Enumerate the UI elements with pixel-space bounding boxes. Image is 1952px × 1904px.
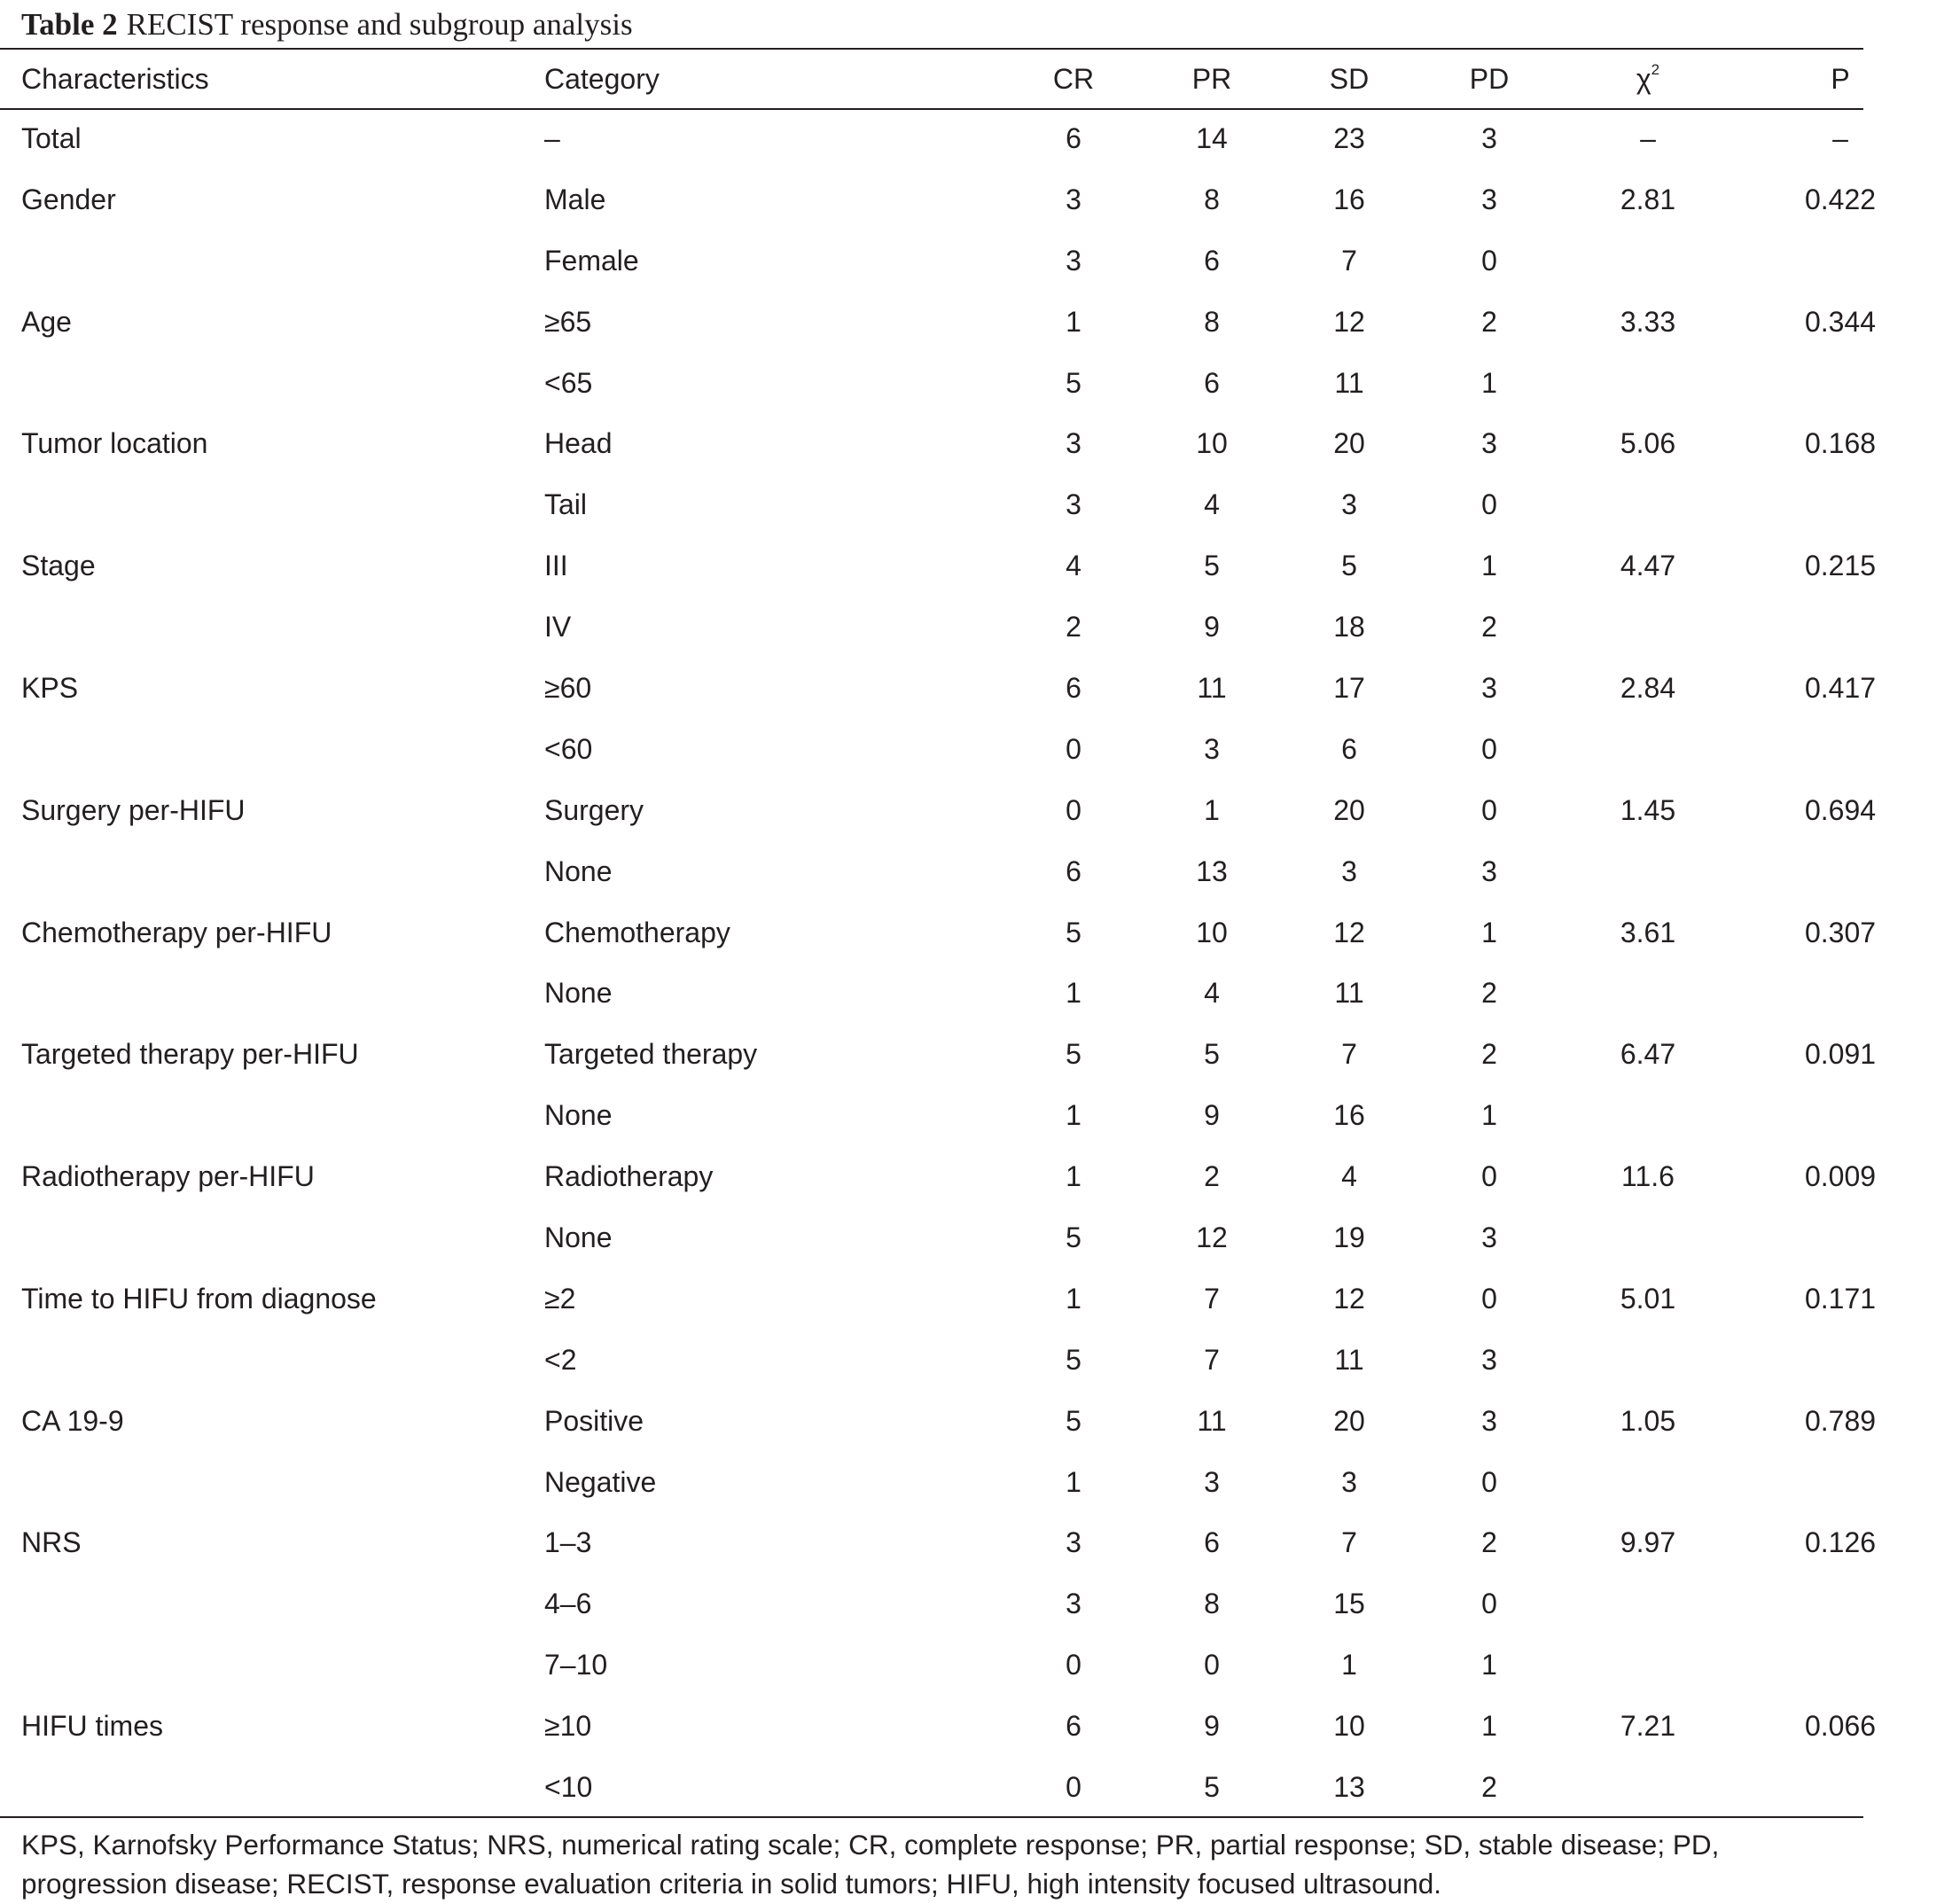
cell-cr: 3	[1066, 427, 1081, 460]
cell-characteristic: HIFU times	[21, 1710, 163, 1743]
cell-sd: 16	[1333, 1099, 1365, 1132]
cell-characteristic: CA 19-9	[21, 1404, 124, 1437]
cell-category: <10	[544, 1770, 593, 1803]
cell-characteristic: Surgery per-HIFU	[21, 793, 246, 826]
results-table	[0, 50, 1952, 1818]
cell-sd: 1	[1341, 1649, 1357, 1682]
cell-chi-square	[1567, 1452, 1729, 1513]
cell-cr: 1	[1066, 1465, 1081, 1498]
cell-sd: 10	[1333, 1710, 1365, 1743]
cell-cr: 3	[1066, 1526, 1081, 1559]
cell-p: 0.789	[1804, 1404, 1877, 1437]
cell-characteristic	[0, 1452, 534, 1513]
cell-pr: 9	[1204, 611, 1220, 644]
cell-sd: 15	[1333, 1588, 1365, 1620]
cell-characteristic	[0, 1330, 534, 1391]
cell-chi-square	[1567, 1207, 1729, 1268]
cell-chi-square	[1567, 230, 1729, 292]
table-row	[0, 658, 1952, 719]
cell-cr: 0	[1066, 793, 1081, 826]
cell-chi-square	[1567, 474, 1729, 535]
cell-pd: 1	[1481, 916, 1497, 948]
cell-characteristic: Total	[21, 121, 82, 154]
cell-cr: 1	[1066, 1282, 1081, 1315]
cell-pd: 2	[1481, 977, 1497, 1010]
cell-pr: 10	[1196, 916, 1228, 948]
cell-pr: 6	[1204, 366, 1220, 399]
table-row	[0, 474, 1952, 535]
cell-sd: 12	[1333, 1282, 1365, 1315]
table-row	[0, 1452, 1952, 1513]
cell-p: 0.168	[1804, 427, 1877, 460]
cell-sd: 7	[1341, 1038, 1357, 1071]
cell-p: 0.694	[1804, 793, 1877, 826]
table-row	[0, 1635, 1952, 1696]
cell-chi-square: 1.45	[1620, 793, 1676, 826]
cell-pr: 11	[1197, 671, 1227, 704]
header-cr: CR	[1052, 62, 1095, 95]
cell-cr: 5	[1066, 1038, 1081, 1071]
cell-pd: 3	[1481, 1343, 1497, 1376]
table-row	[0, 963, 1952, 1024]
cell-pd: 1	[1481, 366, 1497, 399]
cell-chi-square: 5.01	[1620, 1282, 1676, 1315]
cell-pr: 8	[1204, 305, 1220, 338]
cell-pd: 2	[1481, 1526, 1497, 1559]
header-chi-square	[1567, 50, 1729, 108]
cell-chi-square: 2.84	[1620, 671, 1676, 704]
cell-category: Targeted therapy	[544, 1038, 758, 1071]
header-p: P	[1831, 62, 1850, 95]
cell-p: 0.091	[1804, 1038, 1877, 1071]
cell-p	[1729, 353, 1952, 414]
cell-chi-square	[1567, 1330, 1729, 1391]
cell-cr: 5	[1066, 916, 1081, 948]
cell-chi-square	[1567, 1757, 1729, 1818]
cell-sd: 11	[1334, 977, 1364, 1010]
cell-pd: 1	[1481, 1649, 1497, 1682]
cell-pd: 1	[1481, 1099, 1497, 1132]
bottom-rule	[0, 1816, 1863, 1818]
cell-category: 4–6	[544, 1588, 592, 1620]
cell-sd: 3	[1341, 488, 1357, 521]
cell-chi-square	[1567, 1573, 1729, 1635]
cell-category: ≥2	[544, 1282, 576, 1315]
cell-sd: 7	[1341, 1526, 1357, 1559]
cell-pr: 4	[1204, 977, 1220, 1010]
table-row	[0, 719, 1952, 780]
cell-pd: 3	[1481, 854, 1497, 887]
table-row	[0, 1512, 1952, 1573]
cell-cr: 5	[1066, 1221, 1081, 1253]
cell-sd: 3	[1341, 1465, 1357, 1498]
cell-p: 0.417	[1804, 671, 1877, 704]
cell-pr: 7	[1204, 1343, 1220, 1376]
cell-characteristic	[0, 963, 534, 1024]
table-row	[0, 1146, 1952, 1207]
cell-pd: 1	[1481, 1710, 1497, 1743]
cell-sd: 23	[1333, 121, 1365, 154]
cell-pr: 10	[1196, 427, 1228, 460]
cell-category: 1–3	[544, 1526, 592, 1559]
table-row	[0, 353, 1952, 414]
cell-pr: 8	[1204, 183, 1220, 215]
cell-p: 0.009	[1804, 1160, 1877, 1193]
cell-cr: 0	[1066, 1770, 1081, 1803]
table-row	[0, 1268, 1952, 1330]
cell-characteristic: Gender	[21, 183, 116, 215]
table-row	[0, 108, 1952, 169]
cell-characteristic	[0, 841, 534, 902]
cell-category: Tail	[544, 488, 588, 521]
cell-p	[1729, 1330, 1952, 1391]
cell-pr: 8	[1204, 1588, 1220, 1620]
cell-pd: 1	[1481, 550, 1497, 582]
table-row	[0, 1085, 1952, 1146]
header-row	[0, 50, 1952, 108]
cell-pd: 0	[1481, 793, 1497, 826]
cell-pr: 5	[1204, 550, 1220, 582]
cell-pr: 14	[1196, 121, 1228, 154]
cell-chi-square: –	[1640, 121, 1656, 154]
cell-category: Female	[544, 244, 639, 277]
table-row	[0, 1757, 1952, 1818]
cell-chi-square: 3.61	[1620, 916, 1676, 948]
cell-characteristic: Stage	[21, 550, 96, 582]
cell-sd: 17	[1333, 671, 1365, 704]
cell-pr: 7	[1204, 1282, 1220, 1315]
cell-characteristic: NRS	[21, 1526, 82, 1559]
chi-superscript: 2	[1651, 60, 1660, 78]
table-row	[0, 597, 1952, 658]
cell-pr: 6	[1204, 1526, 1220, 1559]
cell-p	[1729, 841, 1952, 902]
cell-sd: 11	[1334, 366, 1364, 399]
cell-characteristic	[0, 1207, 534, 1268]
cell-cr: 3	[1066, 1588, 1081, 1620]
cell-characteristic: Time to HIFU from diagnose	[21, 1282, 377, 1315]
cell-pr: 0	[1204, 1649, 1220, 1682]
cell-cr: 6	[1066, 121, 1081, 154]
cell-cr: 4	[1066, 550, 1081, 582]
table-number: Table 2	[21, 7, 118, 42]
cell-category: <65	[544, 366, 593, 399]
cell-pd: 3	[1481, 671, 1497, 704]
cell-category: <2	[544, 1343, 577, 1376]
cell-p: 0.307	[1804, 916, 1877, 948]
cell-characteristic	[0, 474, 534, 535]
header-sd: SD	[1329, 62, 1370, 95]
cell-p: 0.126	[1804, 1526, 1877, 1559]
cell-category: –	[544, 121, 560, 154]
cell-cr: 6	[1066, 1710, 1081, 1743]
cell-cr: 0	[1066, 1649, 1081, 1682]
cell-p: 0.066	[1804, 1710, 1877, 1743]
cell-pd: 0	[1481, 1465, 1497, 1498]
cell-p	[1729, 719, 1952, 780]
cell-characteristic: KPS	[21, 671, 79, 704]
table-row	[0, 780, 1952, 841]
cell-characteristic: Age	[21, 305, 72, 338]
cell-sd: 20	[1333, 793, 1365, 826]
header-category: Category	[544, 62, 660, 95]
cell-category: Positive	[544, 1404, 644, 1437]
cell-p	[1729, 1207, 1952, 1268]
cell-characteristic: Radiotherapy per-HIFU	[21, 1160, 315, 1193]
cell-pd: 0	[1481, 244, 1497, 277]
cell-p	[1729, 1573, 1952, 1635]
cell-sd: 6	[1341, 732, 1357, 765]
cell-cr: 1	[1066, 1099, 1081, 1132]
table-row	[0, 1696, 1952, 1757]
table-row	[0, 535, 1952, 597]
cell-pr: 3	[1204, 732, 1220, 765]
table-row	[0, 230, 1952, 292]
cell-category: IV	[544, 611, 572, 644]
cell-pd: 3	[1481, 1404, 1497, 1437]
table-row	[0, 841, 1952, 902]
cell-pd: 0	[1481, 488, 1497, 521]
cell-p: 0.171	[1804, 1282, 1877, 1315]
cell-category: 7–10	[544, 1649, 608, 1682]
cell-pr: 2	[1204, 1160, 1220, 1193]
cell-pr: 3	[1204, 1465, 1220, 1498]
cell-pr: 6	[1204, 244, 1220, 277]
cell-pd: 0	[1481, 1588, 1497, 1620]
cell-characteristic: Targeted therapy per-HIFU	[21, 1038, 359, 1071]
cell-chi-square: 11.6	[1621, 1160, 1675, 1193]
cell-p	[1729, 963, 1952, 1024]
cell-sd: 7	[1341, 244, 1357, 277]
cell-sd: 18	[1333, 611, 1365, 644]
cell-chi-square	[1567, 353, 1729, 414]
cell-cr: 6	[1066, 671, 1081, 704]
cell-characteristic	[0, 1573, 534, 1635]
cell-chi-square	[1567, 1085, 1729, 1146]
cell-pd: 2	[1481, 611, 1497, 644]
cell-category: None	[544, 1099, 613, 1132]
cell-category: Radiotherapy	[544, 1160, 714, 1193]
cell-category: Male	[544, 183, 606, 215]
cell-characteristic: Chemotherapy per-HIFU	[21, 916, 332, 948]
cell-pd: 3	[1481, 121, 1497, 154]
table-row	[0, 902, 1952, 964]
table-row	[0, 1024, 1952, 1085]
cell-chi-square: 2.81	[1620, 183, 1676, 215]
table-row	[0, 169, 1952, 230]
cell-category: None	[544, 854, 613, 887]
table-caption: RECIST response and subgroup analysis	[126, 7, 633, 42]
table-row	[0, 292, 1952, 353]
cell-cr: 5	[1066, 1343, 1081, 1376]
cell-sd: 20	[1333, 1404, 1365, 1437]
cell-p	[1729, 1757, 1952, 1818]
cell-chi-square	[1567, 719, 1729, 780]
cell-pr: 9	[1204, 1710, 1220, 1743]
cell-cr: 3	[1066, 183, 1081, 215]
cell-characteristic	[0, 1635, 534, 1696]
table-title	[21, 5, 633, 44]
cell-pd: 2	[1481, 1038, 1497, 1071]
cell-p	[1729, 1452, 1952, 1513]
cell-chi-square	[1567, 1635, 1729, 1696]
cell-sd: 12	[1333, 916, 1365, 948]
cell-category: Chemotherapy	[544, 916, 730, 948]
cell-p	[1729, 230, 1952, 292]
cell-sd: 5	[1341, 550, 1357, 582]
cell-pd: 3	[1481, 427, 1497, 460]
cell-chi-square: 4.47	[1620, 550, 1676, 582]
cell-pd: 3	[1481, 183, 1497, 215]
cell-cr: 2	[1066, 611, 1081, 644]
cell-category: Head	[544, 427, 613, 460]
cell-pr: 12	[1196, 1221, 1228, 1253]
cell-characteristic	[0, 230, 534, 292]
cell-sd: 19	[1333, 1221, 1365, 1253]
table-footnote: KPS, Karnofsky Performance Status; NRS, numerical rating scale; CR, complete response; PR, partial response; SD, stable disease; PD, progression disease; RECIST, response evaluation criteria in solid tumors; HIFU, high intensity focused ultrasound.	[21, 1829, 1720, 1900]
header-characteristics: Characteristics	[21, 62, 209, 95]
cell-pd: 2	[1481, 305, 1497, 338]
cell-sd: 4	[1341, 1160, 1357, 1193]
cell-pr: 13	[1196, 854, 1228, 887]
cell-chi-square	[1567, 597, 1729, 658]
cell-pr: 4	[1204, 488, 1220, 521]
cell-pr: 1	[1204, 793, 1220, 826]
cell-category: None	[544, 977, 613, 1010]
cell-chi-square: 1.05	[1620, 1404, 1676, 1437]
cell-sd: 3	[1341, 854, 1357, 887]
cell-category: ≥10	[544, 1710, 592, 1743]
cell-chi-square: 7.21	[1620, 1710, 1676, 1743]
table-row	[0, 1330, 1952, 1391]
table-body	[0, 108, 1952, 1818]
cell-pr: 5	[1204, 1038, 1220, 1071]
cell-characteristic	[0, 353, 534, 414]
chi-symbol: χ	[1636, 62, 1651, 95]
cell-category: ≥65	[544, 305, 592, 338]
cell-chi-square: 3.33	[1620, 305, 1676, 338]
cell-characteristic: Tumor location	[21, 427, 208, 460]
table-row	[0, 1391, 1952, 1452]
cell-cr: 3	[1066, 488, 1081, 521]
cell-p	[1729, 597, 1952, 658]
cell-category: ≥60	[544, 671, 592, 704]
cell-pr: 11	[1197, 1404, 1227, 1437]
table-row	[0, 1207, 1952, 1268]
cell-chi-square	[1567, 963, 1729, 1024]
cell-cr: 6	[1066, 854, 1081, 887]
cell-cr: 1	[1066, 305, 1081, 338]
cell-p	[1729, 1085, 1952, 1146]
cell-pd: 2	[1481, 1770, 1497, 1803]
cell-p	[1729, 1635, 1952, 1696]
cell-sd: 12	[1333, 305, 1365, 338]
cell-category: Surgery	[544, 793, 644, 826]
cell-p: 0.422	[1804, 183, 1877, 215]
cell-chi-square: 9.97	[1620, 1526, 1676, 1559]
cell-characteristic	[0, 1085, 534, 1146]
cell-sd: 11	[1334, 1343, 1364, 1376]
cell-category: <60	[544, 732, 593, 765]
cell-chi-square	[1567, 841, 1729, 902]
cell-cr: 1	[1066, 977, 1081, 1010]
cell-pr: 9	[1204, 1099, 1220, 1132]
cell-p: 0.344	[1804, 305, 1877, 338]
table-row	[0, 1573, 1952, 1635]
cell-category: Negative	[544, 1465, 657, 1498]
cell-pd: 3	[1481, 1221, 1497, 1253]
cell-category: None	[544, 1221, 613, 1253]
cell-cr: 3	[1066, 244, 1081, 277]
cell-chi-square: 5.06	[1620, 427, 1676, 460]
header-pd: PD	[1469, 62, 1510, 95]
cell-sd: 16	[1333, 183, 1365, 215]
cell-category: III	[544, 550, 568, 582]
cell-pd: 0	[1481, 732, 1497, 765]
table-row	[0, 413, 1952, 474]
cell-pr: 5	[1204, 1770, 1220, 1803]
cell-characteristic	[0, 597, 534, 658]
cell-characteristic	[0, 719, 534, 780]
cell-cr: 5	[1066, 366, 1081, 399]
cell-characteristic	[0, 1757, 534, 1818]
cell-pd: 0	[1481, 1160, 1497, 1193]
cell-cr: 0	[1066, 732, 1081, 765]
cell-p: –	[1832, 121, 1848, 154]
cell-cr: 5	[1066, 1404, 1081, 1437]
cell-p	[1729, 474, 1952, 535]
cell-pd: 0	[1481, 1282, 1497, 1315]
cell-sd: 20	[1333, 427, 1365, 460]
cell-sd: 13	[1333, 1770, 1365, 1803]
header-pr: PR	[1191, 62, 1232, 95]
cell-p: 0.215	[1804, 550, 1877, 582]
cell-chi-square: 6.47	[1620, 1038, 1676, 1071]
cell-cr: 1	[1066, 1160, 1081, 1193]
